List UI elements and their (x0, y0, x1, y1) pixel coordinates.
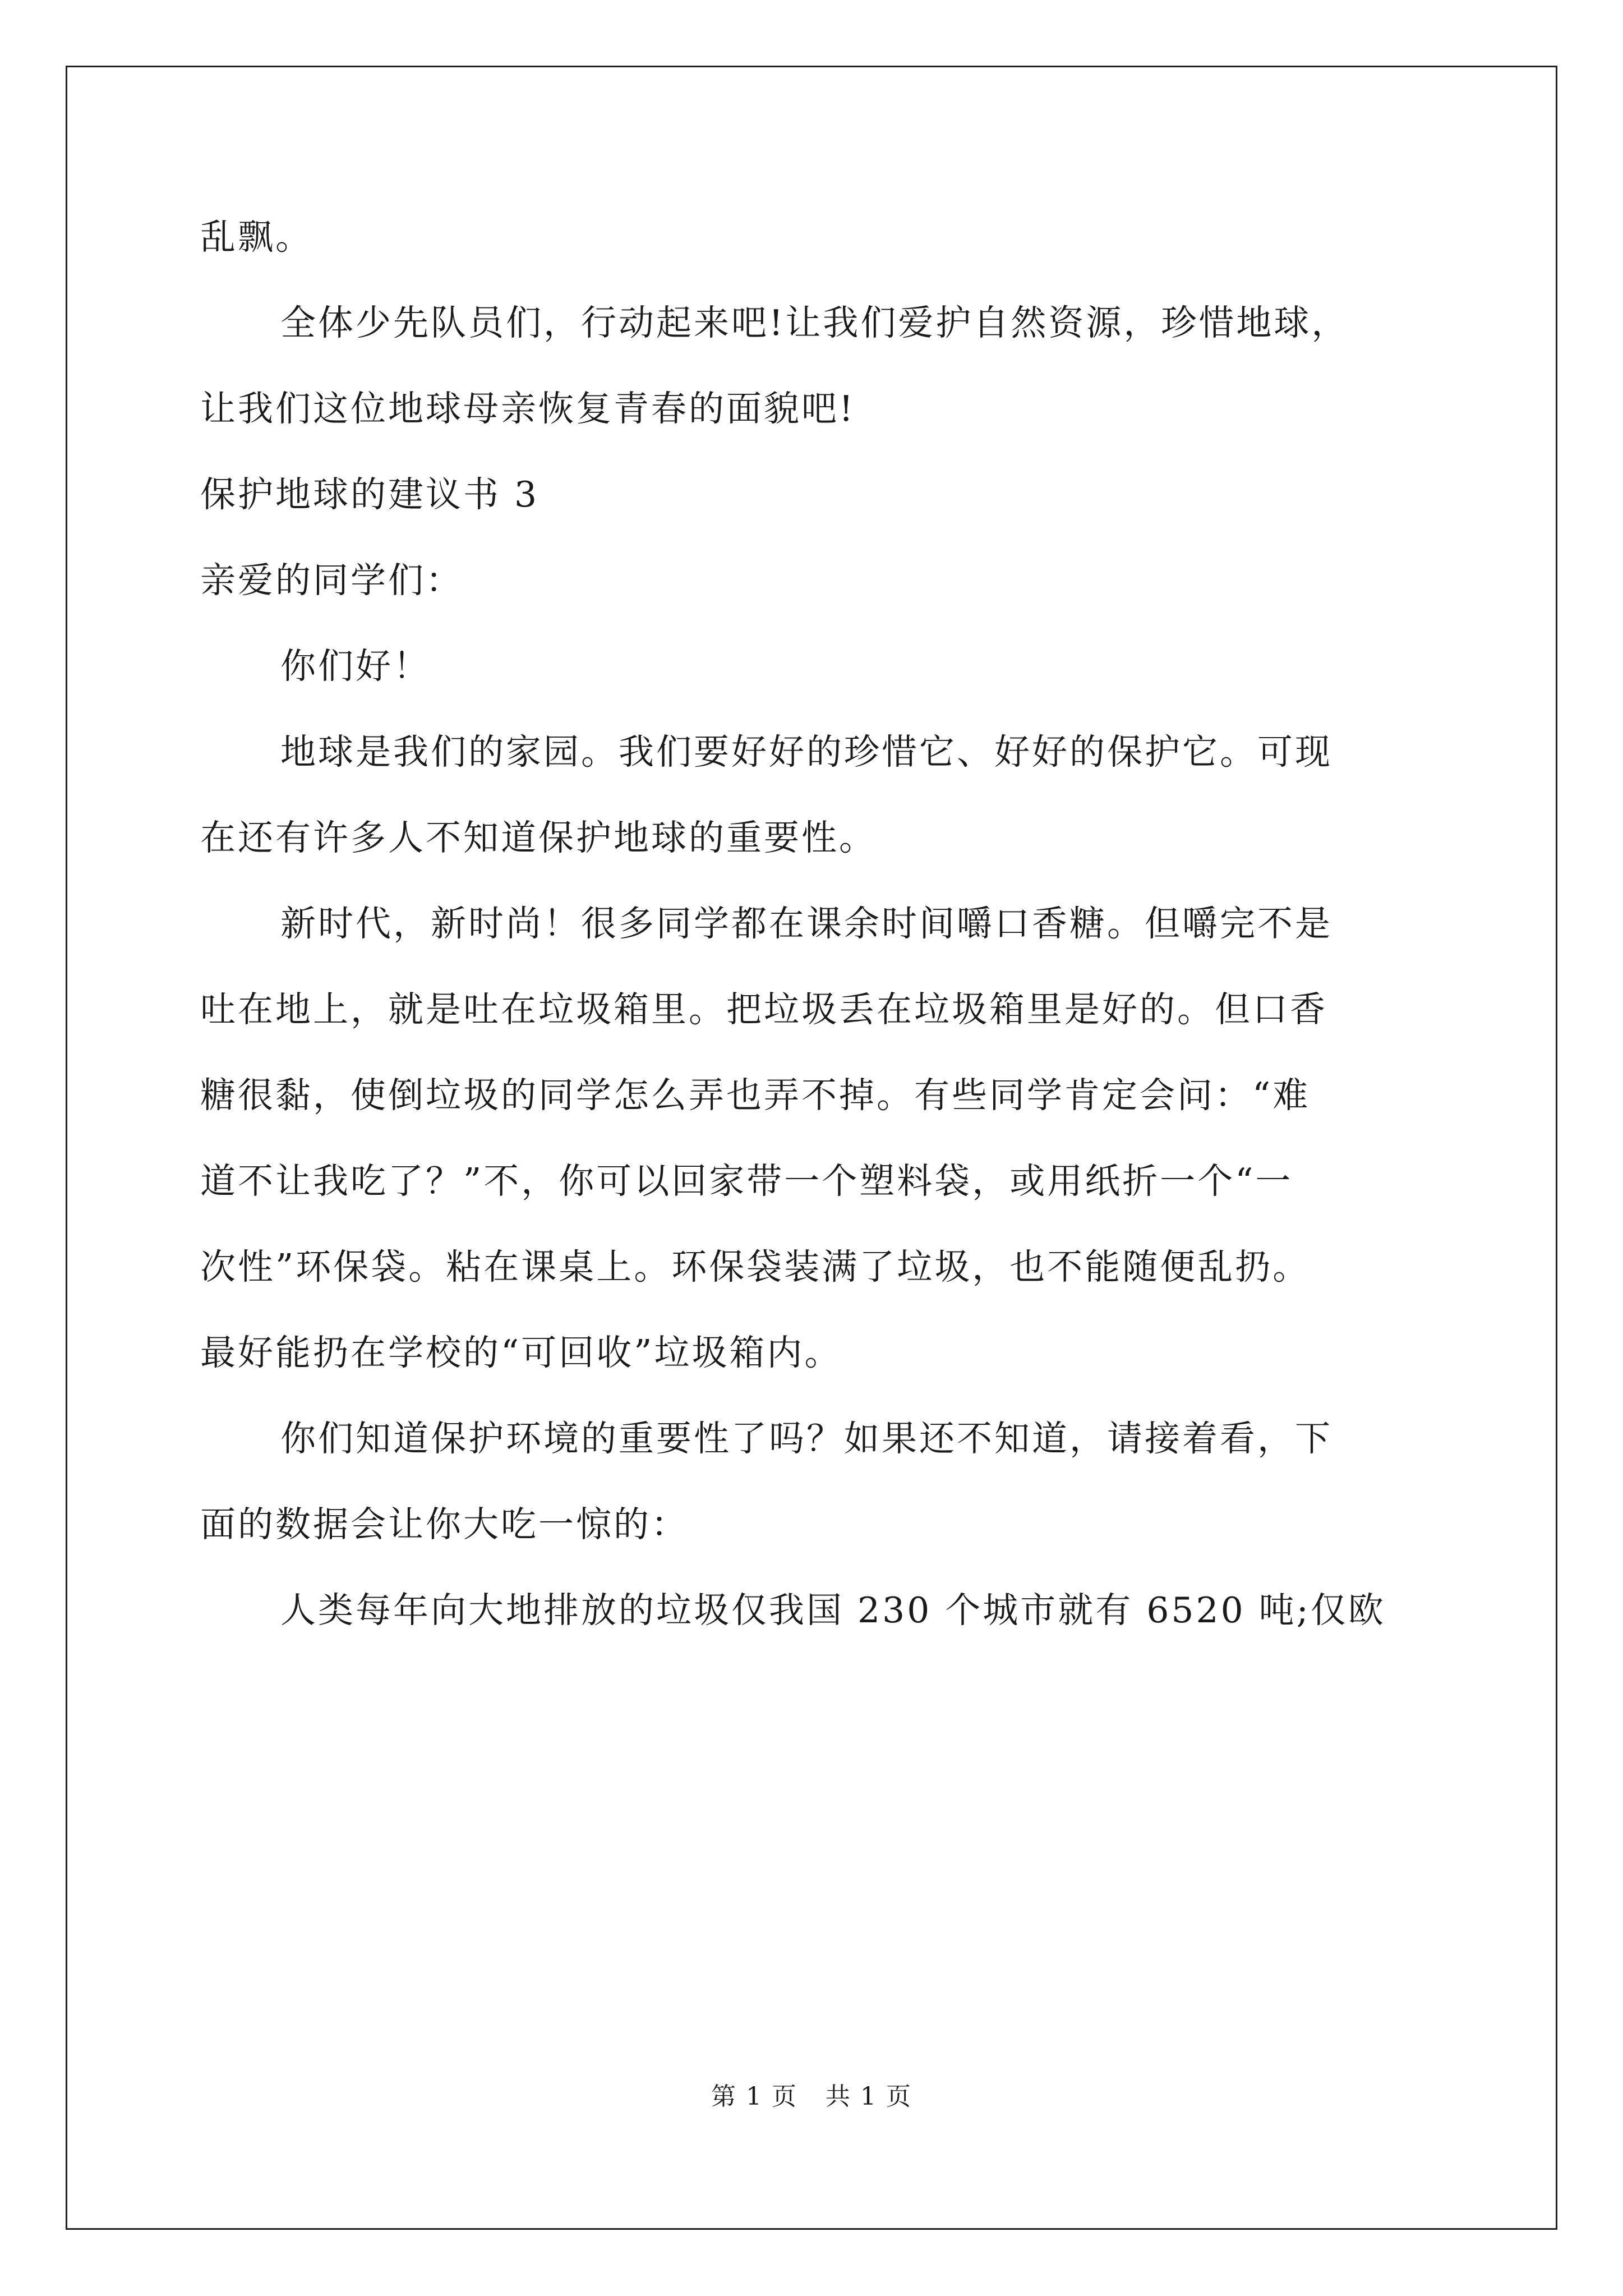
text-line: 道不让我吃了？”不，你可以回家带一个塑料袋，或用纸折一个“一 (200, 1161, 1293, 1202)
text-line: 糖很黏，使倒垃圾的同学怎么弄也弄不掉。有些同学肯定会问：“难 (200, 1075, 1311, 1116)
text-line: 地球是我们的家园。我们要好好的珍惜它、好好的保护它。可现 (280, 731, 1332, 772)
page-number: 第 1 页 (711, 2082, 797, 2111)
text-line: 在还有许多人不知道保护地球的重要性。 (200, 817, 877, 858)
text-line: 新时代，新时尚！很多同学都在课余时间嚼口香糖。但嚼完不是 (280, 903, 1332, 944)
text-line: 最好能扔在学校的“可回收”垃圾箱内。 (200, 1332, 842, 1373)
text-line: 吐在地上，就是吐在垃圾箱里。把垃圾丢在垃圾箱里是好的。但口香 (200, 989, 1327, 1030)
page-footer (0, 2082, 1623, 2111)
section-heading: 保护地球的建议书 3 (200, 474, 540, 515)
text-line: 面的数据会让你大吃一惊的： (200, 1504, 689, 1545)
salutation: 亲爱的同学们： (200, 560, 463, 601)
text-line: 你们知道保护环境的重要性了吗？如果还不知道，请接着看，下 (280, 1418, 1332, 1459)
text-line: 乱飘。 (200, 217, 313, 257)
text-line: 人类每年向大地排放的垃圾仅我国 230 个城市就有 6520 吨;仅欧 (280, 1590, 1386, 1631)
text-line: 让我们这位地球母亲恢复青春的面貌吧! (200, 388, 856, 429)
greeting: 你们好！ (280, 646, 431, 687)
text-line: 次性”环保袋。粘在课桌上。环保袋装满了垃圾，也不能随便乱扔。 (200, 1246, 1311, 1287)
text-line: 全体少先队员们，行动起来吧!让我们爱护自然资源，珍惜地球， (280, 302, 1349, 343)
page-total: 共 1 页 (826, 2082, 912, 2111)
